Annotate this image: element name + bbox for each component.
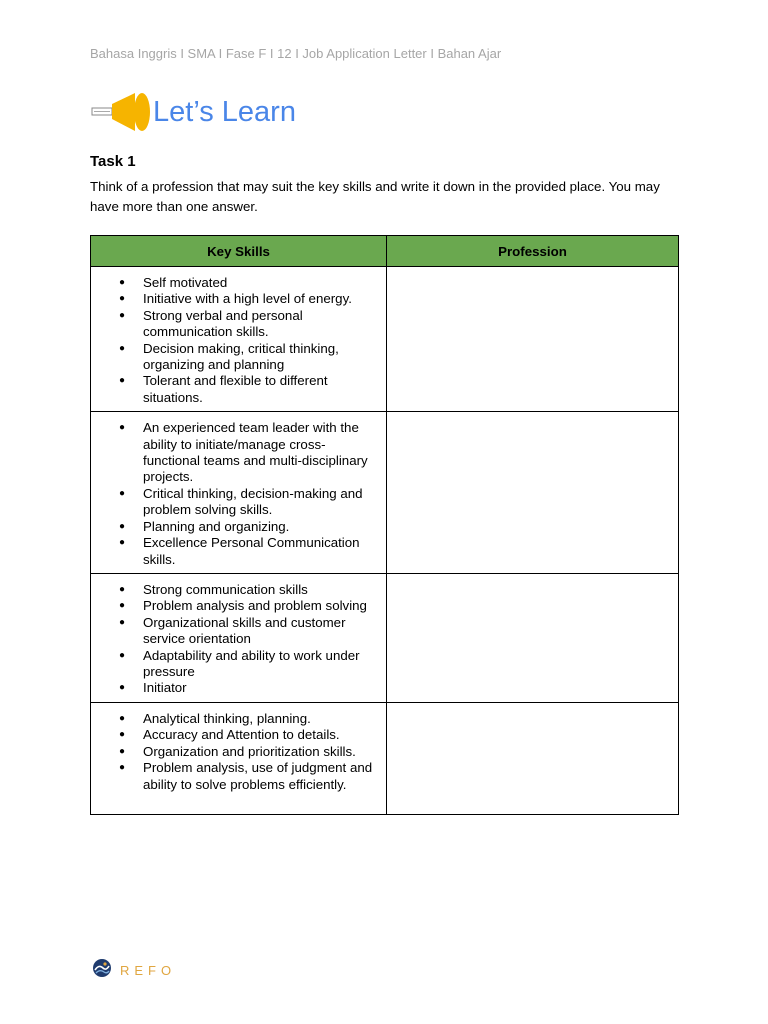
list-item: ● Decision making, critical thinking, organizing and planning — [143, 341, 379, 374]
list-item: ● Organizational skills and customer service orientation — [143, 615, 379, 648]
list-item: ● Strong verbal and personal communication skills. — [143, 308, 379, 341]
profession-answer-cell[interactable] — [387, 702, 679, 814]
skill-list — [97, 420, 380, 568]
refo-logo-icon — [92, 958, 112, 983]
table-row — [91, 573, 679, 702]
list-item: ● Adaptability and ability to work under pressure — [143, 648, 379, 681]
task-instructions: Think of a profession that may suit the key skills and write it down in the provided place. You may have more than one answer. — [90, 179, 660, 214]
skill-list — [97, 711, 380, 793]
column-header-profession: Profession — [387, 236, 679, 267]
list-item: ● Organization and prioritization skills. — [143, 744, 379, 760]
list-item: ● Initiative with a high level of energy. — [143, 291, 379, 307]
table-row — [91, 702, 679, 814]
profession-answer-cell[interactable] — [387, 267, 679, 412]
list-item: ● Problem analysis, use of judgment and ability to solve problems efficiently. — [143, 760, 379, 793]
skill-list — [97, 582, 380, 697]
list-item: ● An experienced team leader with the ability to initiate/manage cross-functional teams and multi-disciplinary projects. — [143, 420, 379, 486]
list-item: ● Self motivated — [143, 275, 379, 291]
profession-answer-cell[interactable] — [387, 573, 679, 702]
key-skills-cell — [91, 573, 387, 702]
list-item: ● Accuracy and Attention to details. — [143, 727, 379, 743]
list-item: ● Analytical thinking, planning. — [143, 711, 379, 727]
list-item: ● Critical thinking, decision-making and problem solving skills. — [143, 486, 379, 519]
list-item: ● Strong communication skills — [143, 582, 379, 598]
profession-answer-cell[interactable] — [387, 412, 679, 574]
table-row — [91, 267, 679, 412]
skill-list — [97, 275, 380, 406]
table-header-row — [91, 236, 679, 267]
list-item: ● Excellence Personal Communication skills. — [143, 535, 379, 568]
column-header-key-skills: Key Skills — [91, 236, 387, 267]
key-skills-cell — [91, 267, 387, 412]
task-heading: Task 1 — [90, 153, 136, 170]
refo-logo-text: REFO — [120, 963, 177, 978]
footer-logo — [92, 958, 176, 983]
table-row — [91, 412, 679, 574]
list-item: ● Tolerant and flexible to different situations. — [143, 373, 379, 406]
section-title — [90, 90, 296, 134]
skills-table — [90, 235, 679, 815]
list-item: ● Planning and organizing. — [143, 519, 379, 535]
list-item: ● Problem analysis and problem solving — [143, 598, 379, 614]
flashlight-icon — [90, 90, 152, 134]
document-header: Bahasa Inggris I SMA I Fase F I 12 I Job Application Letter I Bahan Ajar — [90, 46, 502, 61]
key-skills-cell — [91, 412, 387, 574]
list-item: ● Initiator — [143, 680, 379, 696]
key-skills-cell — [91, 702, 387, 814]
section-title-text: Let’s Learn — [153, 95, 296, 128]
